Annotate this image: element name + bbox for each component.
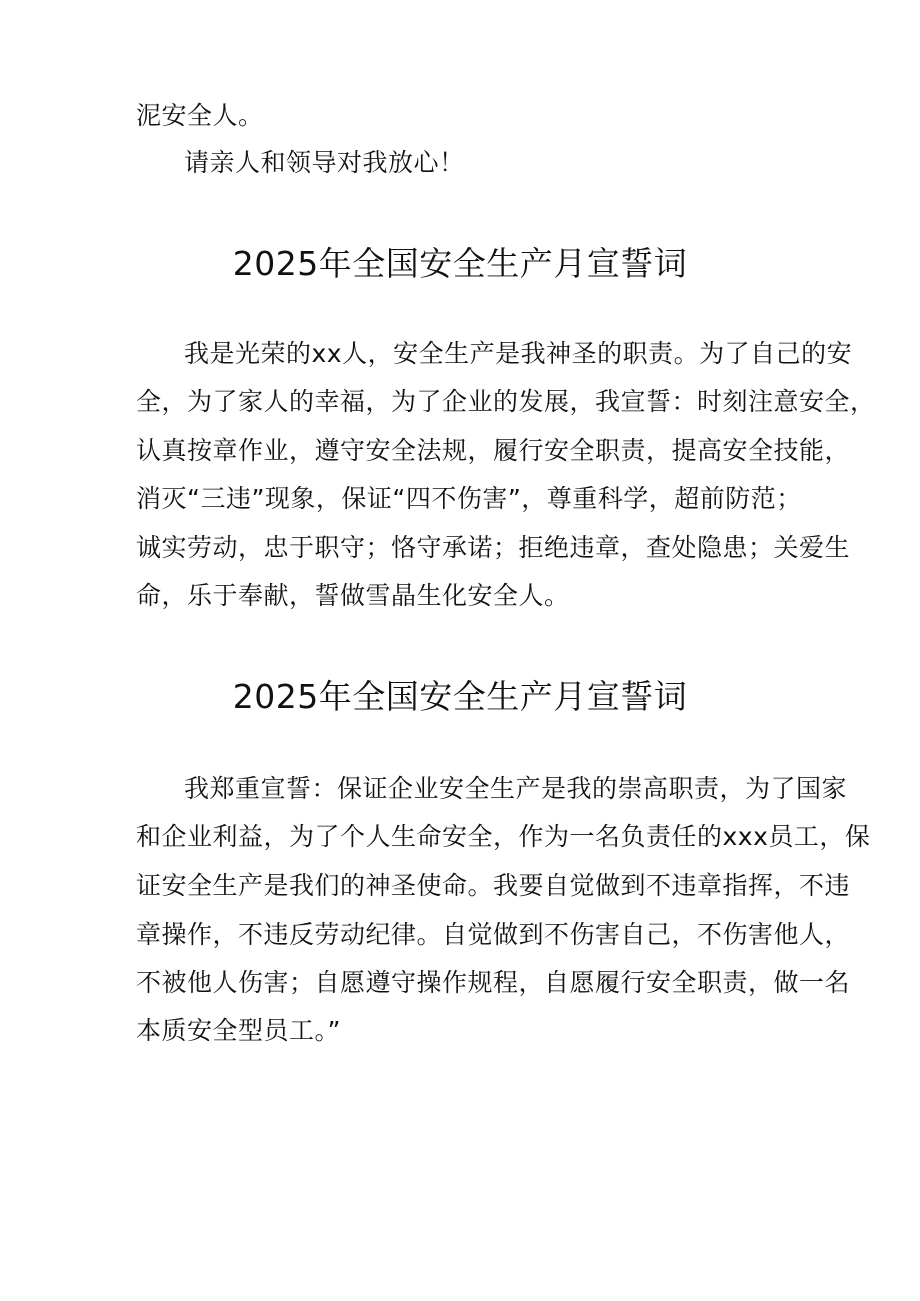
section-2-paragraph-line: 我郑重宣誓：保证企业安全生产是我的崇高职责，为了国家: [184, 774, 848, 803]
section-1-paragraph-line: 全，为了家人的幸福，为了企业的发展，我宣誓：时刻注意安全，: [136, 387, 876, 416]
fragment-tail-line: 泥安全人。: [136, 101, 264, 130]
section-2-paragraph-line: 本质安全型员工。”: [136, 1016, 341, 1045]
section-1-paragraph-line: 诚实劳动，忠于职守；恪守承诺；拒绝违章，查处隐患；关爱生: [136, 533, 851, 562]
section-2-paragraph-line: 和企业利益，为了个人生命安全，作为一名负责任的xxx员工，保: [136, 822, 871, 851]
section-1-paragraph-line: 命，乐于奉献，誓做雪晶生化安全人。: [136, 581, 570, 610]
section-2-paragraph-line: 证安全生产是我们的神圣使命。我要自觉做到不违章指挥，不违: [136, 871, 851, 900]
section-1-paragraph-line: 消灭“三违”现象，保证“四不伤害”，尊重科学，超前防范；: [136, 484, 802, 513]
section-2-paragraph-line: 不被他人伤害；自愿遵守操作规程，自愿履行安全职责，做一名: [136, 968, 851, 997]
section-1-paragraph-line: 认真按章作业，遵守安全法规，履行安全职责，提高安全技能，: [136, 436, 851, 465]
section-1-title: 2025年全国安全生产月宣誓词: [232, 244, 688, 283]
fragment-closing-line: 请亲人和领导对我放心！: [184, 148, 465, 177]
section-2-paragraph-line: 章操作，不违反劳动纪律。自觉做到不伤害自己，不伤害他人，: [136, 920, 851, 949]
section-1-paragraph-line: 我是光荣的xx人，安全生产是我神圣的职责。为了自己的安: [184, 339, 853, 368]
section-2-title: 2025年全国安全生产月宣誓词: [232, 677, 688, 716]
